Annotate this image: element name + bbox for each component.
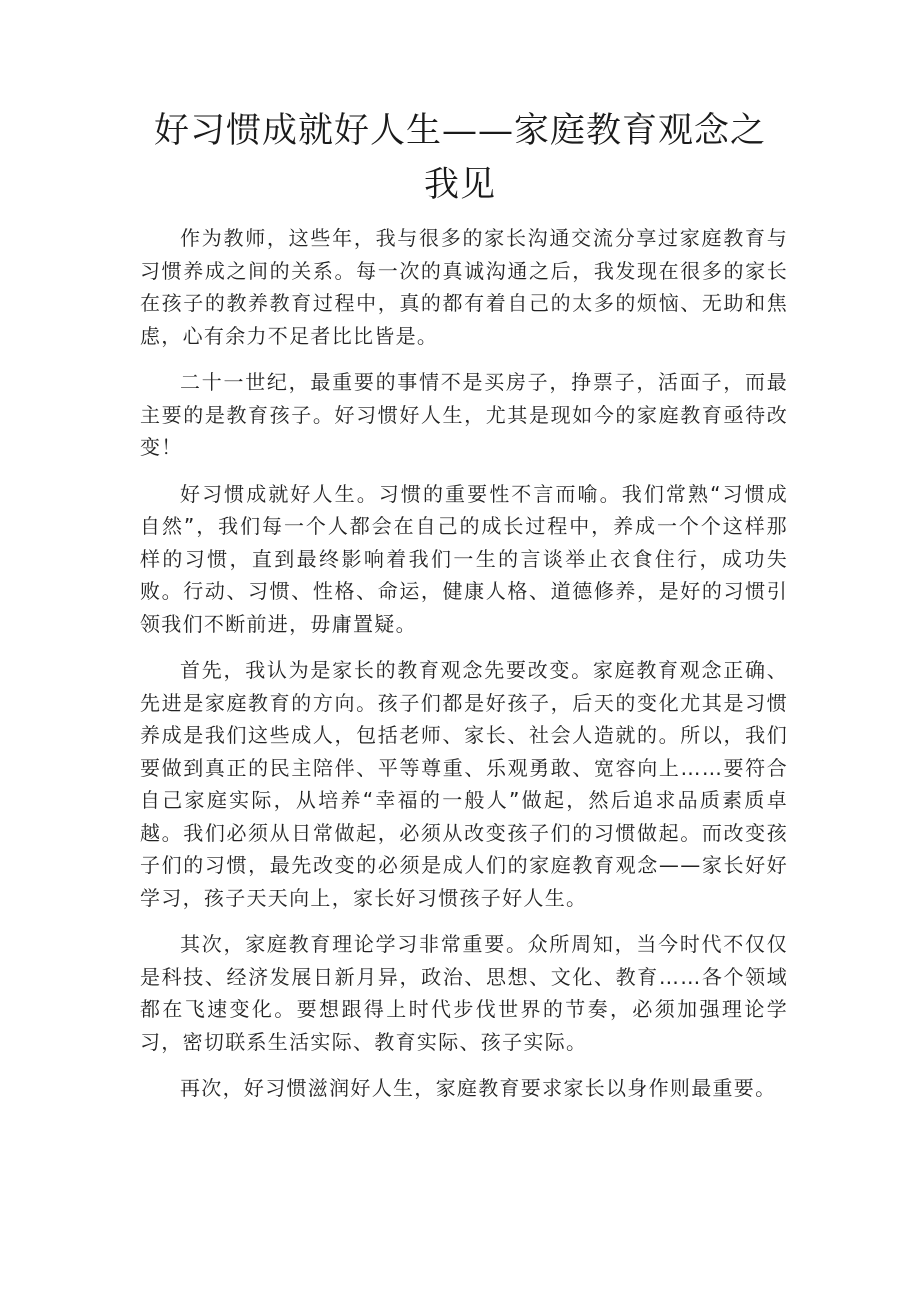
paragraph: 好习惯成就好人生。习惯的重要性不言而喻。我们常熟“习惯成自然”，我们每一个人都会在自己的成长过程中，养成一个个这样那样的习惯，直到最终影响着我们一生的言谈举止衣食住行，成功失败。行动、习惯、性格、命运，健康人格、道德修养，是好的习惯引领我们不断前进，毋庸置疑。 [140,481,788,636]
paragraph: 二十一世纪，最重要的事情不是买房子，挣票子，活面子，而最主要的是教育孩子。好习惯好人生，尤其是现如今的家庭教育亟待改变！ [140,370,788,459]
document-title: 好习惯成就好人生——家庭教育观念之我见 [153,111,766,205]
paragraph: 其次，家庭教育理论学习非常重要。众所周知，当今时代不仅仅是科技、经济发展日新月异，政治、思想、文化、教育……各个领域都在飞速变化。要想跟得上时代步伐世界的节奏，必须加强理论学习，密切联系生活实际、教育实际、孩子实际。 [140,932,788,1054]
document-body [140,222,788,1105]
paragraph: 作为教师，这些年，我与很多的家长沟通交流分享过家庭教育与习惯养成之间的关系。每一次的真诚沟通之后，我发现在很多的家长在孩子的教养教育过程中，真的都有着自己的太多的烦恼、无助和焦虑，心有余力不足者比比皆是。 [140,226,788,348]
paragraph: 首先，我认为是家长的教育观念先要改变。家庭教育观念正确、先进是家庭教育的方向。孩子们都是好孩子，后天的变化尤其是习惯养成是我们这些成人，包括老师、家长、社会人造就的。所以，我们要做到真正的民主陪伴、平等尊重、乐观勇敢、宽容向上……要符合自己家庭实际，从培养“幸福的一般人”做起，然后追求品质素质卓越。我们必须从日常做起，必须从改变孩子们的习惯做起。而改变孩子们的习惯，最先改变的必须是成人们的家庭教育观念——家长好好学习，孩子天天向上，家长好习惯孩子好人生。 [140,658,788,910]
paragraph: 再次，好习惯滋润好人生，家庭教育要求家长以身作则最重要。 [180,1076,777,1100]
